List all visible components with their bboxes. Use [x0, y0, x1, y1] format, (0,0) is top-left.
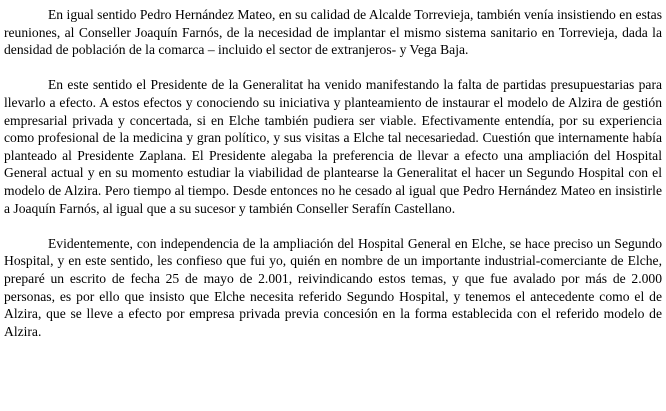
paragraph-torrevieja: En igual sentido Pedro Hernández Mateo, en su calidad de Alcalde Torrevieja, también venía insistiendo en estas reuniones, al Conseller Joaquín Farnós, de la necesidad de implantar el mismo sistema sanitario en Torrevieja, dada la densidad de población de la comarca – incluido el sector de extranjeros- y Vega Baja.: [4, 7, 662, 58]
document-page: [4, 6, 662, 340]
paragraph-generalitat: En este sentido el Presidente de la Generalitat ha venido manifestando la falta de partidas presupuestarias para llevarlo a efecto. A estos efectos y conociendo su iniciativa y planteamiento de instaurar el modelo de Alzira de gestión empresarial privada y concertada, si en Elche también pudiera ser viable. Efectivamente entendía, por su experiencia como profesional de la medicina y gran político, y sus visitas a Elche tal necesariedad. Cuestión que internamente había planteado al Presidente Zaplana. El Presidente alegaba la preferencia de llevar a efecto una ampliación del Hospital General actual y en su momento estudiar la viabilidad de plantearse la Generalitat el hacer un Segundo Hospital con el modelo de Alzira. Pero tiempo al tiempo. Desde entonces no he cesado al igual que Pedro Hernández Mateo en insistirle a Joaquín Farnós, al igual que a su sucesor y también Conseller Serafín Castellano.: [4, 77, 662, 216]
paragraph-segundo-hospital: Evidentemente, con independencia de la ampliación del Hospital General en Elche, se hace preciso un Segundo Hospital, y en este sentido, les confieso que fui yo, quién en nombre de un importante industrial-comerciante de Elche, preparé un escrito de fecha 25 de mayo de 2.001, reivindicando estos temas, y que fue avalado por más de 2.000 personas, es por ello que insisto que Elche necesita referido Segundo Hospital, y tenemos el antecedente como el de Alzira, que se lleve a efecto por empresa privada previa concesión en la forma establecida con el referido modelo de Alzira.: [4, 235, 662, 339]
